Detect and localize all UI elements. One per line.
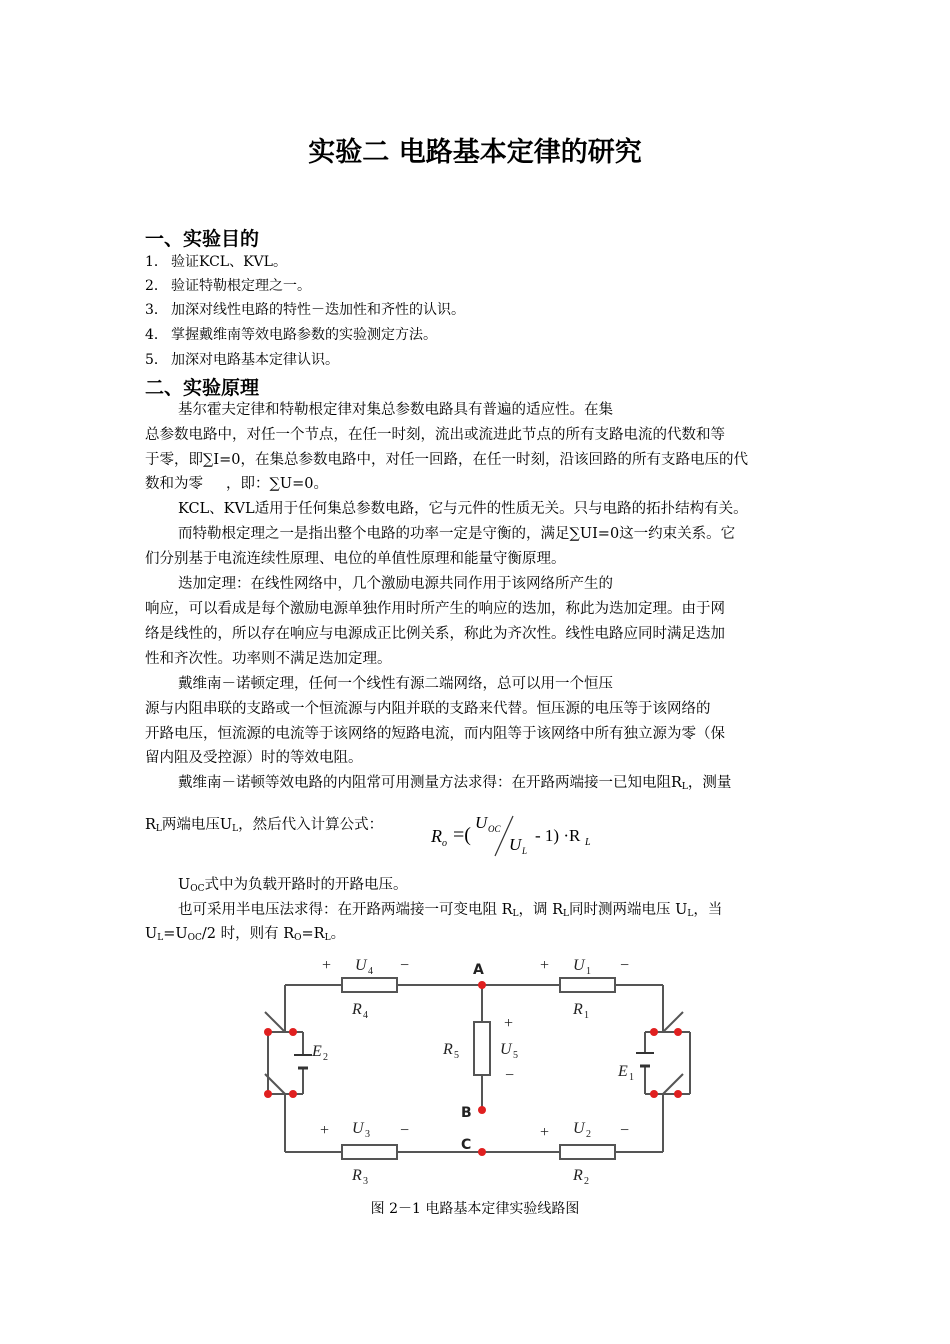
formula-uoc: U [475,813,488,832]
list-number: 4． [145,327,168,343]
list-number: 3． [145,302,168,318]
list-item [145,274,311,298]
svg-text:−: − [400,1122,410,1139]
list-text: 加深对电路基本定律认识。 [171,352,339,368]
node-c-label: C [461,1137,472,1153]
terminal-dot [264,1090,272,1098]
paragraph-line: KCL、KVL适用于任何集总参数电路，它与元件的性质无关。只与电路的拓扑结构有关。 [178,501,748,517]
svg-text:3: 3 [363,1176,368,1187]
page-title: 实验二 电路基本定律的研究 [308,137,642,168]
list-number: 2． [145,278,168,294]
paragraph-line: 迭加定理：在线性网络中，几个激励电源共同作用于该网络所产生的 [178,576,613,592]
svg-text:OC: OC [488,824,501,834]
terminal-dot [289,1028,297,1036]
svg-text:R: R [352,1001,362,1018]
svg-text:5: 5 [513,1050,518,1061]
formula-ro: R [431,826,442,846]
svg-text:=(: =( [453,824,471,846]
paragraph-line: 数和为零 ，即：∑U=0。 [145,476,328,492]
svg-text:+: + [320,1122,330,1139]
svg-text:2: 2 [584,1176,589,1187]
svg-text:U: U [573,957,585,974]
svg-text:R: R [352,1167,362,1184]
list-number: 1． [145,254,168,270]
svg-text:1: 1 [586,966,591,977]
paragraph-line-thevenin: 戴维南－诺顿等效电路的内阻常可用测量方法求得：在开路两端接一已知电阻$R_L$，测量 [178,775,732,792]
svg-text:U: U [355,957,367,974]
svg-text:E: E [312,1043,322,1060]
section-heading-principle: 二、实验原理 [145,377,260,399]
svg-text:- 1) ·R: - 1) ·R [535,826,581,845]
svg-text:2: 2 [586,1129,591,1140]
paragraph-line: 源与内阻串联的支路或一个恒流源与内阻并联的支路来代替。恒压源的电压等于该网络的 [145,701,711,717]
node-b-label: B [461,1105,472,1121]
paragraph-line-half-voltage: 也可采用半电压法求得：在开路两端接一可变电阻 $R_L$，调 $R_L$同时测两端电压 $U_L$，当 [178,902,723,919]
resistor-r3 [342,1145,397,1159]
circuit-diagram [250,950,700,1190]
svg-text:U: U [573,1120,585,1137]
svg-text:3: 3 [365,1129,370,1140]
list-text: 验证KCL、KVL。 [171,254,287,270]
list-text: 加深对线性电路的特性－迭加性和齐性的认识。 [171,302,465,318]
paragraph-line: 而特勒根定理之一是指出整个电路的功率一定是守衡的，满足∑UI=0这一约束关系。它 [178,526,736,542]
svg-text:U: U [500,1041,512,1058]
svg-text:L: L [522,846,528,856]
svg-text:−: − [400,957,410,974]
svg-text:+: + [540,1124,550,1141]
svg-text:5: 5 [454,1050,459,1061]
svg-text:R: R [573,1001,583,1018]
svg-text:E: E [618,1063,628,1080]
svg-text:+: + [322,957,332,974]
paragraph-line-half-voltage-2: $U_L=U_{OC}/2$ 时，则有 $R_O=R_L$。 [145,926,346,943]
list-number: 5． [145,352,168,368]
formula-ul: U [509,835,522,854]
list-text: 掌握戴维南等效电路参数的实验测定方法。 [171,327,437,343]
svg-text:−: − [505,1067,515,1084]
list-item [145,250,287,274]
svg-text:−: − [620,1122,630,1139]
paragraph-line: 基尔霍夫定律和特勒根定律对集总参数电路具有普遍的适应性。在集 [178,402,613,418]
thevenin-resistance-formula [425,808,625,864]
node-a-label: A [473,962,484,978]
svg-text:−: − [620,957,630,974]
svg-text:R: R [443,1041,453,1058]
list-text: 验证特勒根定理之一。 [171,278,311,294]
svg-text:4: 4 [363,1010,368,1021]
list-item [145,348,339,372]
svg-text:1: 1 [629,1072,634,1083]
figure-caption: 图 2－1 电路基本定律实验线路图 [370,1201,580,1217]
paragraph-line: 络是线性的，所以存在响应与电源成正比例关系，称此为齐次性。线性电路应同时满足迭加 [145,626,725,642]
node-c-dot [478,1148,486,1156]
svg-text:4: 4 [368,966,373,977]
svg-text:+: + [504,1015,514,1032]
terminal-dot [650,1090,658,1098]
paragraph-line: 们分别基于电流连续性原理、电位的单值性原理和能量守衡原理。 [145,551,566,567]
paragraph-line: 总参数电路中，对任一个节点，在任一时刻，流出或流进此节点的所有支路电流的代数和等 [145,427,725,443]
terminal-dot [289,1090,297,1098]
resistor-r1 [560,978,615,992]
terminal-dot [650,1028,658,1036]
resistor-r4 [342,978,397,992]
paragraph-line: 于零，即∑I=0，在集总参数电路中，对任一回路，在任一时刻，沿该回路的所有支路电压的代 [145,452,748,468]
terminal-dot [264,1028,272,1036]
resistor-r5 [474,1022,490,1075]
list-item [145,298,465,322]
svg-text:+: + [540,957,550,974]
paragraph-line-uoc: $U_{OC}$式中为负载开路时的开路电压。 [178,877,408,894]
svg-text:L: L [585,837,591,848]
node-a-dot [478,981,486,989]
svg-text:1: 1 [584,1010,589,1021]
svg-text:o: o [442,838,447,849]
paragraph-line-formula-intro: $R_L$两端电压$U_L$，然后代入计算公式： [145,817,384,834]
paragraph-line: 响应，可以看成是每个激励电源单独作用时所产生的响应的迭加，称此为迭加定理。由于网 [145,601,725,617]
node-b-dot [478,1106,486,1114]
paragraph-line: 性和齐次性。功率则不满足迭加定理。 [145,651,392,667]
paragraph-line: 开路电压，恒流源的电流等于该网络的短路电流，而内阻等于该网络中所有独立源为零（保 [145,726,725,742]
paragraph-line: 戴维南－诺顿定理，任何一个线性有源二端网络，总可以用一个恒压 [178,676,613,692]
terminal-dot [674,1090,682,1098]
list-item [145,323,437,347]
svg-text:R: R [573,1167,583,1184]
paragraph-line: 留内阻及受控源）时的等效电阻。 [145,750,363,766]
svg-text:U: U [352,1120,364,1137]
resistor-r2 [560,1145,615,1159]
svg-text:2: 2 [323,1052,328,1063]
section-heading-purpose: 一、实验目的 [145,228,260,250]
terminal-dot [674,1028,682,1036]
